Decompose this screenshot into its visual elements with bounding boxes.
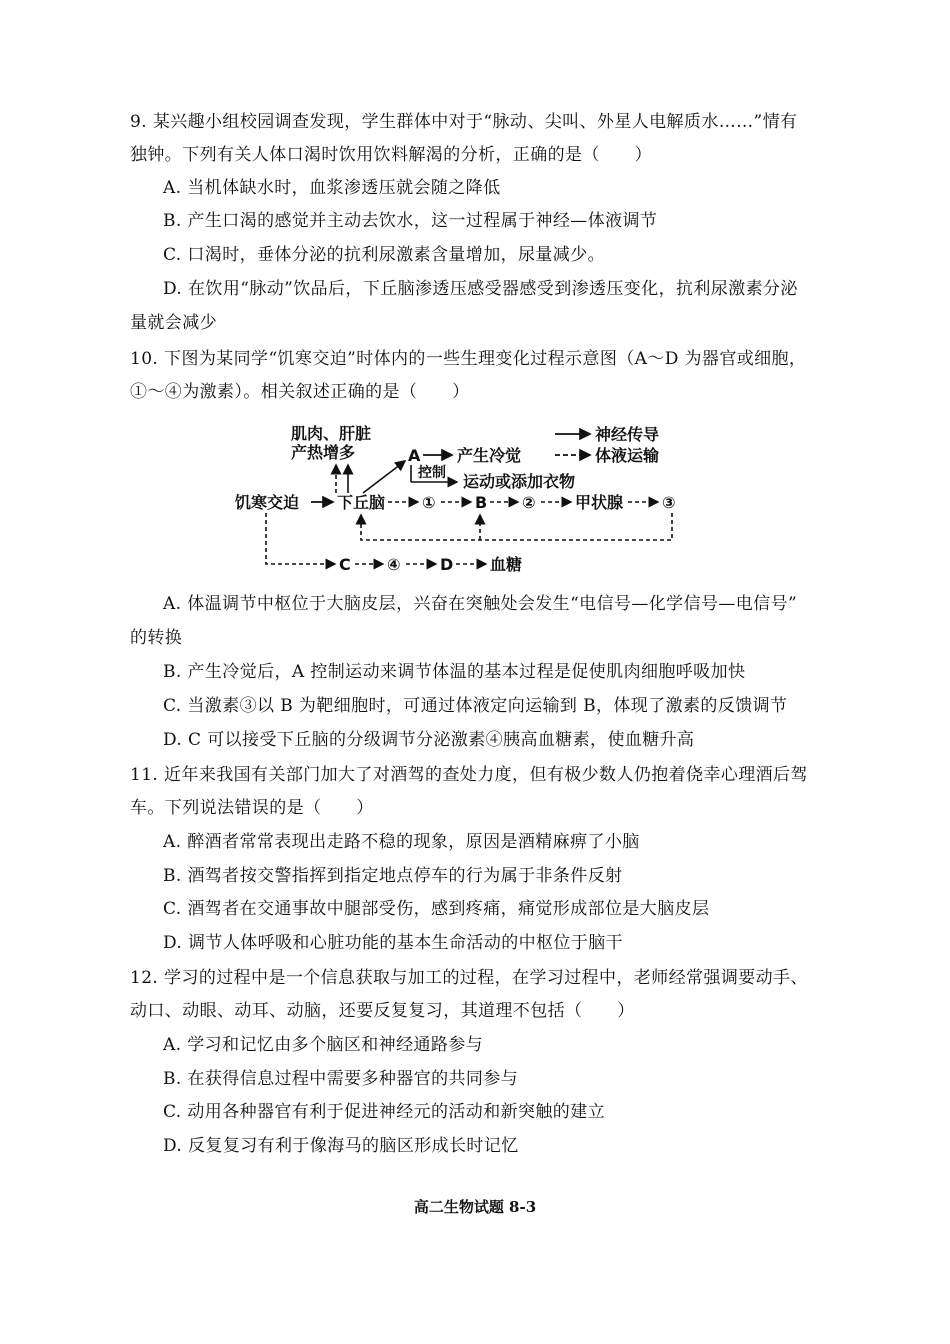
- page-footer: 高二生物试题 8-3: [413, 1198, 537, 1216]
- q9-option-d-cont: 量就会减少: [130, 313, 217, 333]
- q10-option-a-cont: 的转换: [130, 628, 183, 648]
- q11-option-a: A. 醉酒者常常表现出走路不稳的现象，原因是酒精麻痹了小脑: [163, 832, 640, 852]
- cold-sense-label: 产生冷觉: [457, 446, 522, 465]
- q10-option-c: C. 当激素③以 B 为靶细胞时，可通过体液定向运输到 B，体现了激素的反馈调节: [163, 696, 788, 716]
- q12-option-d: D. 反复复习有利于像海马的脑区形成长时记忆: [163, 1136, 519, 1156]
- q11-option-c: C. 酒驾者在交通事故中腿部受伤，感到疼痛，痛觉形成部位是大脑皮层: [163, 899, 710, 919]
- hypothalamus-label: 下丘脑: [337, 493, 386, 512]
- heat-increase-label: 产热增多: [291, 443, 356, 462]
- q11-stem-line1: 11. 近年来我国有关部门加大了对酒驾的查处力度，但有极少数人仍抱着侥幸心理酒后驾: [130, 765, 808, 785]
- q9-option-a: A. 当机体缺水时，血浆渗透压就会随之降低: [163, 178, 501, 198]
- legend-neural-label: 神经传导: [595, 425, 660, 444]
- legend-humoral-label: 体液运输: [595, 446, 660, 465]
- q12-option-c: C. 动用各种器官有利于促进神经元的活动和新突触的建立: [163, 1102, 606, 1122]
- hormone-3: ③: [662, 493, 676, 512]
- feedback-line: [361, 513, 672, 540]
- node-b: B: [475, 493, 488, 512]
- hunger-cold-label: 饥寒交迫: [235, 493, 300, 512]
- q11-option-b: B. 酒驾者按交警指挥到指定地点停车的行为属于非条件反射: [163, 866, 623, 886]
- q10-stem-line1: 10. 下图为某同学“饥寒交迫”时体内的一些生理变化过程示意图（A～D 为器官或细胞，: [130, 349, 807, 369]
- node-c: C: [339, 555, 351, 574]
- q9-stem-line1: 9. 某兴趣小组校园调查发现，学生群体中对于“脉动、尖叫、外星人电解质水……”情有: [130, 112, 798, 132]
- node-d: D: [440, 555, 454, 574]
- q12-option-a: A. 学习和记忆由多个脑区和神经通路参与: [163, 1035, 484, 1055]
- q12-stem-line1: 12. 学习的过程中是一个信息获取与加工的过程，在学习过程中，老师经常强调要动手、: [130, 968, 808, 988]
- q11-stem-line2: 车。下列说法错误的是（ ）: [130, 798, 374, 818]
- q10-stem-line2: ①～④为激素）。相关叙述正确的是（ ）: [130, 382, 470, 402]
- physiology-diagram: [225, 418, 700, 588]
- arrow-hypo-to-a: [363, 461, 405, 493]
- q10-option-a: A. 体温调节中枢位于大脑皮层，兴奋在突触处会发生“电信号—化学信号—电信号”: [163, 594, 798, 614]
- muscle-liver-label: 肌肉、肝脏: [291, 424, 372, 443]
- control-label: 控制: [418, 465, 446, 481]
- q9-stem-line2: 独钟。下列有关人体口渴时饮用饮料解渴的分析，正确的是（ ）: [130, 145, 652, 165]
- q10-option-d: D. C 可以接受下丘脑的分级调节分泌激素④胰高血糖素，使血糖升高: [163, 730, 695, 750]
- q9-option-c: C. 口渴时，垂体分泌的抗利尿激素含量增加，尿量减少。: [163, 245, 606, 265]
- arrow-hypo-to-c: [266, 513, 335, 564]
- q12-stem-line2: 动口、动眼、动耳、动脑，还要反复复习，其道理不包括（ ）: [130, 1001, 635, 1021]
- q12-option-b: B. 在获得信息过程中需要多种器官的共同参与: [163, 1069, 519, 1089]
- hormone-1: ①: [422, 493, 436, 512]
- exercise-label: 运动或添加衣物: [463, 472, 576, 491]
- q10-option-b: B. 产生冷觉后，A 控制运动来调节体温的基本过程是促使肌肉细胞呼吸加快: [163, 662, 746, 682]
- q9-option-d: D. 在饮用“脉动”饮品后，下丘脑渗透压感受器感受到渗透压变化，抗利尿激素分泌: [163, 279, 798, 299]
- hormone-4: ④: [387, 555, 401, 574]
- node-a: A: [408, 446, 421, 465]
- thyroid-label: 甲状腺: [575, 493, 624, 512]
- q9-option-b: B. 产生口渴的感觉并主动去饮水，这一过程属于神经—体液调节: [163, 211, 658, 231]
- blood-sugar-label: 血糖: [490, 555, 523, 574]
- q11-option-d: D. 调节人体呼吸和心脏功能的基本生命活动的中枢位于脑干: [163, 933, 624, 953]
- hormone-2: ②: [522, 493, 536, 512]
